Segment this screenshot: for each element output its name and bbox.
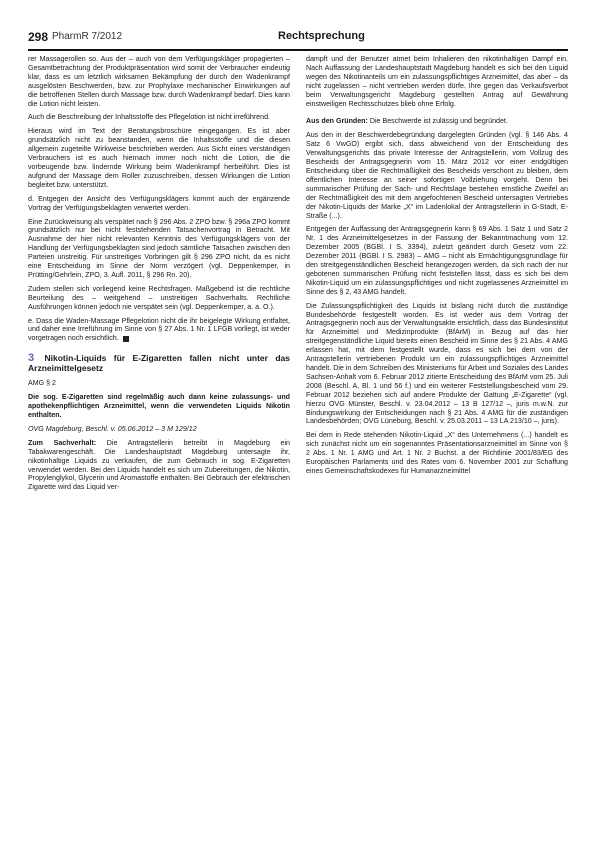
paragraph: Hieraus wird im Text der Beratungsbroschüre eingegangen. Es ist aber grundsätzlich nicht zu beanstanden, wenn die Inhaltsstoffe und die diesen allgemein zugeteilte Wirkweise beschrieben werden. Aus Sicht eines verständigen Verbrauchers ist es auch hiernach immer noch nicht die Lotion, die die vorbeugende bzw. lindernde Wirkung beim Wadenkrampf herbeiführt. Dies ist aufgrund der Massage dem Roller zuzuschreiben, dessen Wirkungen die Lotion begleitet bzw. unterstützt. <box>28 127 290 189</box>
paragraph: Zudem stellen sich vorliegend keine Rechtsfragen. Maßgebend ist die rechtliche Beurteilung des – weitgehend – unstreitigen Sachverhalts. Rechtliche Ausführungen können jedoch nie verspätet sein (vgl. Deppenkemper, a. a. O.). <box>28 284 290 311</box>
facts-label: Zum Sachverhalt: <box>28 438 97 447</box>
paragraph: Eine Zurückweisung als verspätet nach § 296 Abs. 2 ZPO bzw. § 296a ZPO kommt grundsätzlich nur bei nicht feststehenden Tatsachenvortrag in Betracht. Mit Ausnahme der hier nicht relevanten Kenntnis des Verfügungsklägers von der Handlung der Verfügungsbeklagten sind jedoch sämtliche Tatsachen zwischen den Parteien unstreitig. Für unstreitiges Vorbringen gilt § 296 ZPO nicht, da es nicht eine Entscheidung im Sinne der Norm verzögert (vgl. Deppenkemper, in Prütting/Gehrlein, ZPO, 3. Aufl. 2011, § 296 Rn. 20). <box>28 217 290 279</box>
page-header <box>28 30 568 50</box>
paragraph: Die Zulassungspflichtigkeit des Liquids ist bislang nicht durch die zuständige Bundesbehörde festgestellt worden. Es ist weder aus dem Vortrag der Antragsgegnerin noch aus der Verwaltungsakte ersichtlich, dass das Bundesinstitut für Arzneimittel und Medizinprodukte (BfArM) in Bezug auf das hier streitgegenständliche Liquid bereits einen Bescheid im Sinne des § 21 Abs. 4 AMG erlassen hat, mit dem festgestellt wurde, dass es sich bei dem von der Antragstellerin vertriebenen Produkt um ein zulassungspflichtiges Arzneimittel handelt. Die in dem Schreiben des Ministeriums für Arbeit und Soziales des Landes Sachsen-Anhalt vom 6. Februar 2012 zitierte Entscheidung des BfArM vom 25. Juli 2008 (Beschl. A, Bl. 1 und 56 f.) und ein weiterer Feststellungsbescheid vom 29. Februar 2012 beziehen sich auf andere Produkte der Gattung „E-Zigarette“ (vgl. hierzu OVG Münster, Beschl. v. 23.04.2012 – 13 B 127/12 –, juris m.w.N. zur Bindungswirkung der Entscheidungen nach § 21 Abs. 4 AMG für die zuständigen Landesbehörden; OVG Lüneburg, Beschl. v. 25.03.2011 – 13 LA 213/10 –, juris). <box>306 301 568 426</box>
article-heading <box>28 353 290 373</box>
paragraph: rer Massagerollen so. Aus der – auch von dem Verfügungskläger propagierten – Gesamtbetrachtung der Produktpräsentation wird somit der Verbraucher eindeutig klar, dass es um letztlich wirksamen Bekämpfung der durch den Wadenkrampf ausgelösten Beschwerden, bzw. zur Prophylaxe mechanischer Einwirkungen auf die betroffenen Stellen durch Massage bzw. durch Wadenkrampf bedarf. Dies kann die Lotion nicht leisten. <box>28 55 290 108</box>
paragraph: Auch die Beschreibung der Inhaltsstoffe des Pflegelotion ist nicht irreführend. <box>28 113 270 122</box>
page-number: 298 <box>28 30 49 44</box>
facts-paragraph <box>28 439 290 492</box>
header-rule <box>28 49 568 51</box>
reasons-text: Die Beschwerde ist zulässig und begründet. <box>369 117 508 126</box>
article-title: Nikotin-Liquids für E-Zigaretten fallen nicht unter das Arzneimittelgesetz <box>28 353 290 374</box>
paragraph-text: e. Dass die Waden-Massage Pflegelotion nicht die ihr beigelegte Wirkung entfaltet, und daher eine Irreführung im Sinne von § 27 Abs. 1 Nr. 1 LFGB vorliegt, ist weder vorgetragen noch ersichtlich. <box>28 316 290 343</box>
paragraph: Entgegen der Auffassung der Antragsgegnerin kann § 69 Abs. 1 Satz 1 und Satz 2 Nr. 1 des Arzneimittelgesetzes in der Fassung der Bekanntmachung vom 12. Dezember 2005 (BGBl. I S. 3394), zuletzt geändert durch Gesetz vom 22. Dezember 2011 (BGBl. I S. 2983) – AMG – nicht als Ermächtigungsgrundlage für den streitgegenständlichen Bescheid herangezogen werden, da sich nach der nur gebotenen summarischen Prüfung nicht feststellen lässt, dass es sich bei dem Nikotin-Liquid um ein zulassungspflichtiges und nicht zugelassenes Arzneimittel im Sinne des § 2, 43 AMG handelt. <box>306 225 568 296</box>
reasons-label: Aus den Gründen: <box>306 117 368 126</box>
paragraph: dampft und der Benutzer atmet beim Inhalieren den nikotinhaltigen Dampf ein. Nach Auffassung der Landeshauptstadt Magdeburg handelt es sich bei den Liquid wegen des Nikotinanteils um ein zulassungspflichtiges Arzneimittel, das aber – da nicht zugelassen – nicht vertrieben werden dürfe. Ihre gegen das Verkaufsverbot beim Verwaltungsgericht Magdeburg gestellten Antrag auf Gewährung einstweiligen Rechtsschutzes blieb ohne Erfolg. <box>306 55 568 108</box>
left-column <box>28 55 290 497</box>
paragraph: Aus den in der Beschwerdebegründung dargelegten Gründen (vgl. § 146 Abs. 4 Satz 6 VwGO) ergibt sich, dass abweichend von der Entscheidung des Verwaltungsgerichts das private Interesse der Antragstellerin, vom Vollzug des Bescheids der Antragsgegnerin vom 15. März 2012 vor einer endgültigen Entscheidung über die Rechtmäßigkeit des Bescheids verschont zu bleiben, dem öffentlichen Interesse an seiner sofortigen Vollziehung vorgeht. Denn bei summarischer Prüfung der Sach- und Rechtslage bestehen ernstliche Zweifel an der Rechtmäßigkeit des mit dem angefochtenen Bescheid untersagten Vertriebes der Nikotin-Liquids der Marke „X“ im Ladenlokal der Antragstellerin in G-Stadt, E-Straße (...). <box>306 131 568 220</box>
article-number: 3 <box>28 352 35 365</box>
end-of-article-mark <box>123 336 129 342</box>
headnote: Die sog. E-Zigaretten sind regelmäßig auch dann keine zulassungs- und apothekenpflichtigen Arzneimittel, wenn die verwendeten Liquids Nikotin enthalten. <box>28 393 290 419</box>
court-citation: OVG Magdeburg, Beschl. v. 05.06.2012 – 3 M 129/12 <box>28 424 197 433</box>
facts-text: Die Antragstellerin betreibt in Magdeburg ein Tabakwarengeschäft. Die Landeshauptstadt Magdeburg untersagte ihr, nikotinhaltige Liquids zu verkaufen, die zum Gebrauch in sog. E-Zigaretten verwendet werden. Bei den Liquids handelt es sich um Zubereitungen, die Nikotin, Propylenglykol, Glycerin und Aromastoffe enthalten. Bei Gebrauch der elektrischen Zigarette wird das Liquid ver- <box>28 438 290 492</box>
paragraph: Bei dem in Rede stehenden Nikotin-Liquid „X“ des Unternehmens (...) handelt es sich zunächst nicht um ein sogenanntes Präsentationsarzneimittel im Sinne von § 2 Abs. 1 Nr. 1 AMG und Art. 1 Nr. 2 Buchst. a der Richtlinie 2001/83/EG des Europäischen Parlaments und des Rates vom 6. November 2001 zur Schaffung eines Gemeinschaftskodexes für Humanarzneimittel <box>306 431 568 475</box>
section-title: Rechtsprechung <box>278 30 365 42</box>
journal-reference: PharmR 7/2012 <box>52 31 123 42</box>
paragraph: d. Entgegen der Ansicht des Verfügungsklägers kommt auch der ergänzende Vortrag der Verfügungsbeklagten verwertet werden. <box>28 194 290 212</box>
paragraph <box>28 317 290 344</box>
reasons-paragraph <box>306 117 568 126</box>
norm-reference: AMG § 2 <box>28 379 56 388</box>
right-column <box>306 55 568 481</box>
